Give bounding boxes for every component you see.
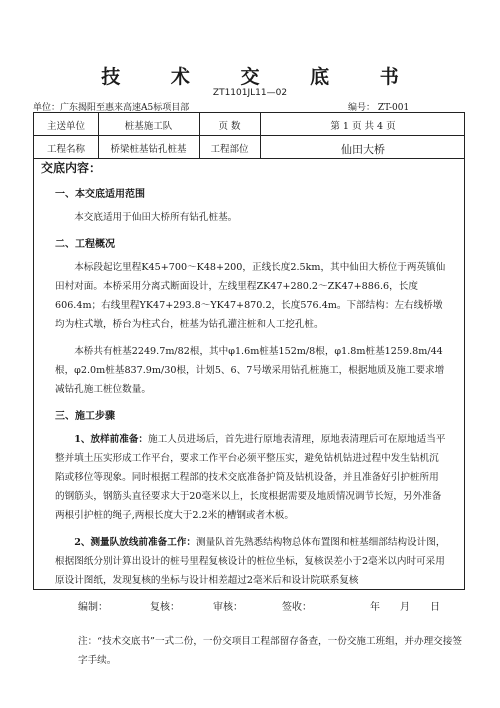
unit-label: 单位：广东揭阳至惠来高速A5标项目部 bbox=[33, 103, 190, 113]
recipient-value: 桩基施工队 bbox=[124, 121, 173, 132]
paragraph bbox=[55, 533, 447, 590]
audited-label: 审核： bbox=[213, 602, 243, 613]
disclosure-content bbox=[41, 159, 447, 598]
paragraph: 本桥共有桩基2249.7m/82根，其中φ1.6m桩基152m/8根，φ1.8m桩基1259.8m/44根，φ2.0m桩基837.9m/30根，计划5、6、7号墩采用钻孔桩施工，根据地质及施工要求增减钻孔施工桩位数量。 bbox=[55, 346, 445, 395]
footnote: 注：“技术交底书”一式二份，一份交项目工程部留存备查，一份交施工班组，并办理交接签字手续。 bbox=[78, 636, 462, 666]
signed-label: 签收： bbox=[282, 602, 312, 613]
recipient-label: 主送单位 bbox=[46, 121, 85, 132]
step-text: 测量队首先熟悉结构物总体布置图和桩基细部结构设计图，根据图纸分别计算出设计的桩号里程复核设计的桩位坐标，复核误差小于2毫米以内时可采用原设计图纸，发现复核的坐标与设计相差超过2毫米后和设计院联系复核 bbox=[55, 537, 446, 586]
step-label: 1、放样前准备： bbox=[74, 434, 149, 445]
document-title: 技 术 交 底 书 bbox=[101, 66, 421, 88]
pages-value: 第 1 页 共 4 页 bbox=[330, 121, 396, 132]
content-heading: 交底内容： bbox=[41, 161, 102, 175]
step-text: 施工人员进场后，首先进行原地表清理，原地表清理后可在原地适当平整并填土压实形成工作平台，要求工作平台必须平整压实，避免钻机钻进过程中发生钻机沉陷或移位等现象。同时根据工程部的技术交底准备护筒及钻机设备，并且准备好引护桩所用的钢筋头，钢筋头直径要求大于20毫米以上，长度根据需要及地质情况调节长短，另外准备两根引护桩的绳子,两根长度大于2.2米的槽钢或者木板。 bbox=[55, 434, 446, 521]
pages-label: 页 数 bbox=[218, 121, 241, 132]
reviewed-label: 复核： bbox=[150, 602, 180, 613]
paragraph bbox=[55, 430, 447, 525]
project-name-label: 工程名称 bbox=[46, 144, 85, 155]
paragraph: 本交底适用于仙田大桥所有钻孔桩基。 bbox=[74, 212, 238, 223]
project-name-value: 桥梁桩基钻孔桩基 bbox=[110, 144, 187, 155]
section-title: 一、本交底适用范围 bbox=[55, 189, 145, 200]
serial-number: 编号： ZT-001 bbox=[348, 103, 410, 113]
document-number: ZT1101JL11—02 bbox=[212, 88, 288, 98]
day-label: 日 bbox=[430, 602, 440, 613]
compiled-label: 编制： bbox=[78, 602, 108, 613]
section-title: 二、工程概况 bbox=[55, 239, 115, 250]
signature-row bbox=[78, 598, 458, 612]
year-label: 年 bbox=[370, 602, 380, 613]
step-label: 2、测量队放线前准备工作： bbox=[74, 537, 196, 548]
project-part-label: 工程部位 bbox=[210, 144, 249, 155]
month-label: 月 bbox=[400, 602, 410, 613]
project-part-value: 仙田大桥 bbox=[341, 143, 385, 156]
section-title: 三、施工步骤 bbox=[55, 411, 115, 422]
paragraph: 本标段起讫里程K45+700～K48+200，正线长度2.5km，其中仙田大桥位于两英镇仙田村对面。本桥采用分离式断面设计，左线里程ZK47+280.2～ZK47+886.6，长度606.4m；右线里程YK47+293.8～YK47+870.2，长度576.4m。下部结构：左右线桥墩均为柱式墩，桥台为柱式台，桩基为钻孔灌注桩和人工挖孔桩。 bbox=[55, 262, 446, 330]
